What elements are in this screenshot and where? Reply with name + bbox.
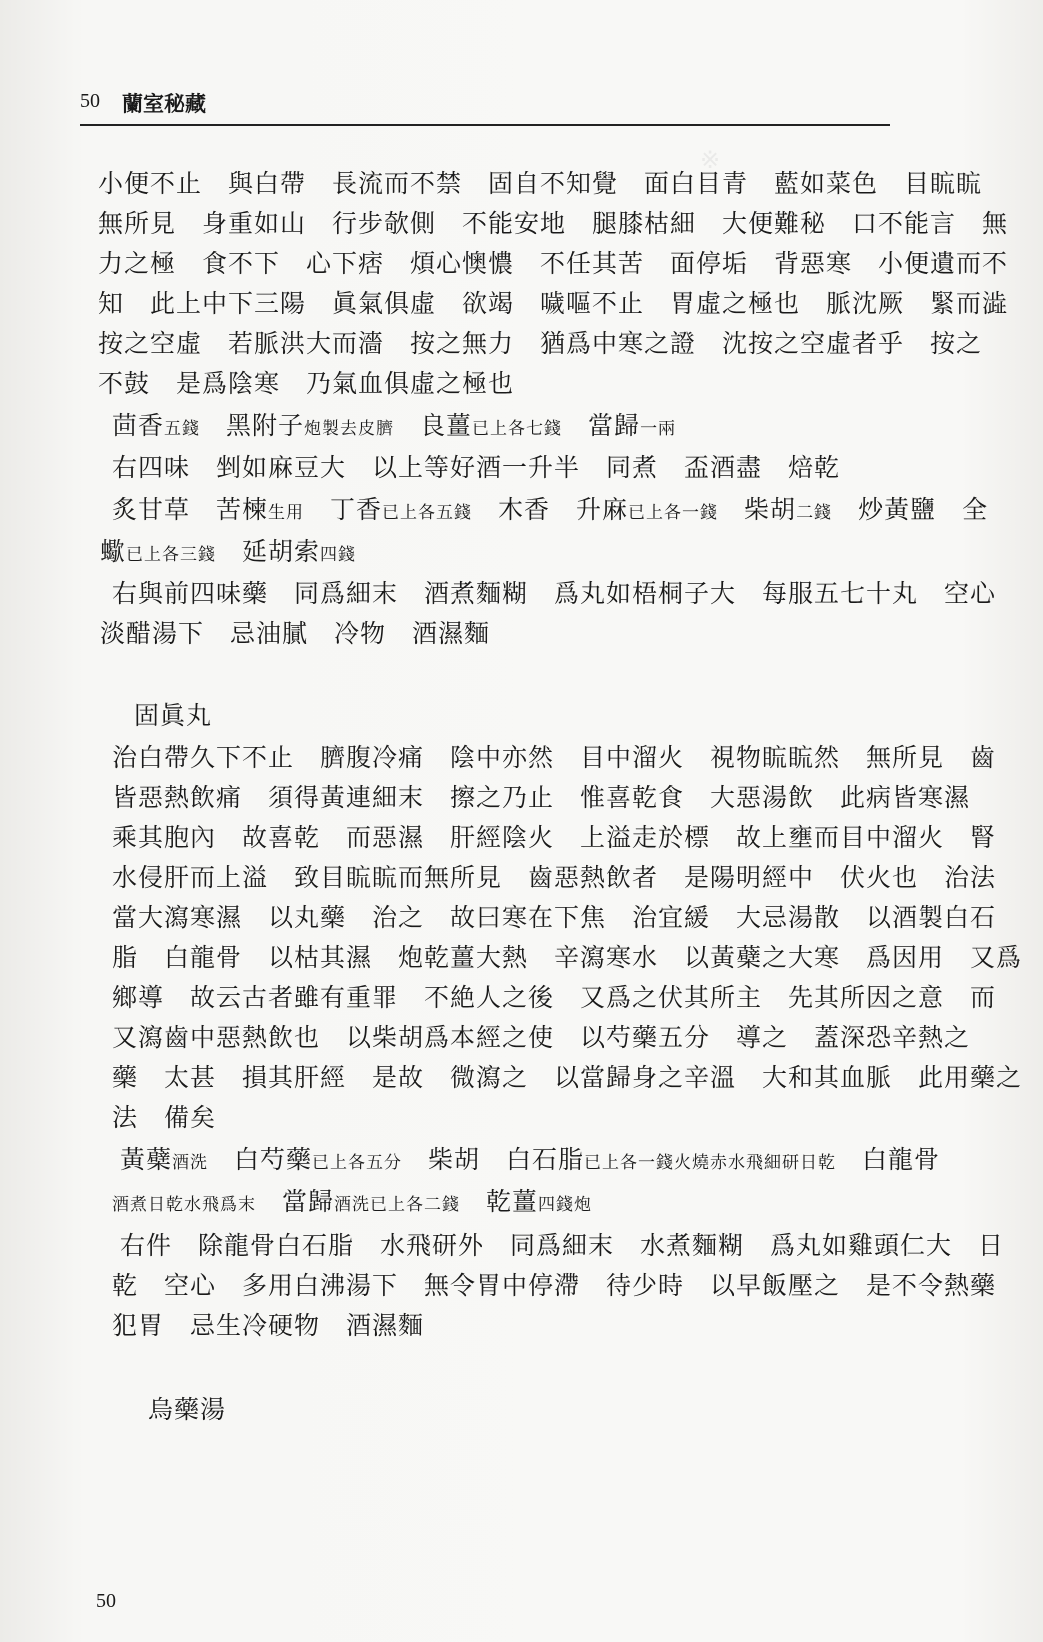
running-header [80, 88, 890, 126]
text-line: 按之空虛 若脈洪大而濇 按之無力 猶爲中寒之證 沈按之空虛者乎 按之 [98, 329, 983, 358]
prescription-ingredients: 酒煮日乾水飛爲末 當歸酒洗已上各二錢 乾薑四錢炮 [112, 1187, 593, 1216]
footer-page-number: 50 [96, 1590, 116, 1612]
text-line: 水侵肝而上溢 致目䀮䀮而無所見 齒惡熱飲者 是陽明經中 伏火也 治法 [112, 863, 997, 892]
header-book-title: 蘭室秘藏 [122, 91, 206, 116]
prescription-instructions: 右件 除龍骨白石脂 水飛研外 同爲細末 水煮麵糊 爲丸如雞頭仁大 日 [120, 1231, 1005, 1260]
section-title: 固眞丸 [134, 701, 213, 730]
prescription-ingredients: 黃蘗酒洗 白芍藥已上各五分 柴胡 白石脂已上各一錢火燒赤水飛細研日乾 白龍骨 [120, 1145, 941, 1174]
prescription-ingredients: 蠍已上各三錢 延胡索四錢 [100, 537, 357, 566]
prescription-instructions: 右與前四味藥 同爲細末 酒煮麵糊 爲丸如梧桐子大 每服五七十丸 空心 [112, 579, 997, 608]
prescription-instructions: 犯胃 忌生冷硬物 酒濕麵 [112, 1311, 425, 1340]
text-line: 鄉導 故云古者雖有重罪 不絶人之後 又爲之伏其所主 先其所因之意 而 [112, 983, 997, 1012]
text-line: 治白帶久下不止 臍腹冷痛 陰中亦然 目中溜火 視物䀮䀮然 無所見 齒 [112, 743, 997, 772]
text-line: 脂 白龍骨 以枯其濕 炮乾薑大熱 辛瀉寒水 以黃蘗之大寒 爲因用 又爲 [112, 943, 1023, 972]
text-line: 力之極 食不下 心下痞 煩心懊憹 不任其苦 面停垢 背惡寒 小便遺而不 [98, 249, 1009, 278]
text-line: 皆惡熱飲痛 須得黃連細末 擦之乃止 惟喜乾食 大惡湯飲 此病皆寒濕 [112, 783, 971, 812]
prescription-instructions: 乾 空心 多用白沸湯下 無令胃中停滯 待少時 以早飯壓之 是不令熱藥 [112, 1271, 997, 1300]
text-line: 當大瀉寒濕 以丸藥 治之 故曰寒在下焦 治宜緩 大忌湯散 以酒製白石 [112, 903, 997, 932]
text-line: 又瀉齒中惡熱飲也 以柴胡爲本經之使 以芍藥五分 導之 蓋深恐辛熱之 [112, 1023, 971, 1052]
text-line: 藥 太甚 損其肝經 是故 微瀉之 以當歸身之辛溫 大和其血脈 此用藥之 [112, 1063, 1023, 1092]
text-line: 知 此上中下三陽 眞氣俱虛 欲竭 噦嘔不止 胃虛之極也 脈沈厥 緊而澁 [98, 289, 1009, 318]
prescription-ingredients: 炙甘草 苦楝生用 丁香已上各五錢 木香 升麻已上各一錢 柴胡二錢 炒黃鹽 全 [112, 495, 989, 524]
text-line: 不鼓 是爲陰寒 乃氣血俱虛之極也 [98, 369, 515, 398]
text-line: 無所見 身重如山 行步欹側 不能安地 腿膝枯細 大便難秘 口不能言 無 [98, 209, 1009, 238]
prescription-instructions: 右四味 剉如麻豆大 以上等好酒一升半 同煮 盃酒盡 焙乾 [112, 453, 841, 482]
text-line: 法 備矣 [112, 1103, 217, 1132]
prescription-instructions: 淡醋湯下 忌油膩 冷物 酒濕麵 [100, 619, 491, 648]
bleed-through-text: ※ [700, 146, 859, 174]
bleed-through-mark [860, 1330, 883, 1359]
text-line: 乘其胞內 故喜乾 而惡濕 肝經陰火 上溢走於標 故上壅而目中溜火 腎 [112, 823, 997, 852]
header-page-number: 50 [80, 90, 100, 112]
prescription-ingredients: 茴香五錢 黑附子炮製去皮臍 良薑已上各七錢 當歸一兩 [112, 411, 677, 440]
text-line: 小便不止 與白帶 長流而不禁 固自不知覺 面白目青 藍如菜色 目䀮䀮 [98, 169, 983, 198]
section-title: 烏藥湯 [148, 1395, 227, 1424]
